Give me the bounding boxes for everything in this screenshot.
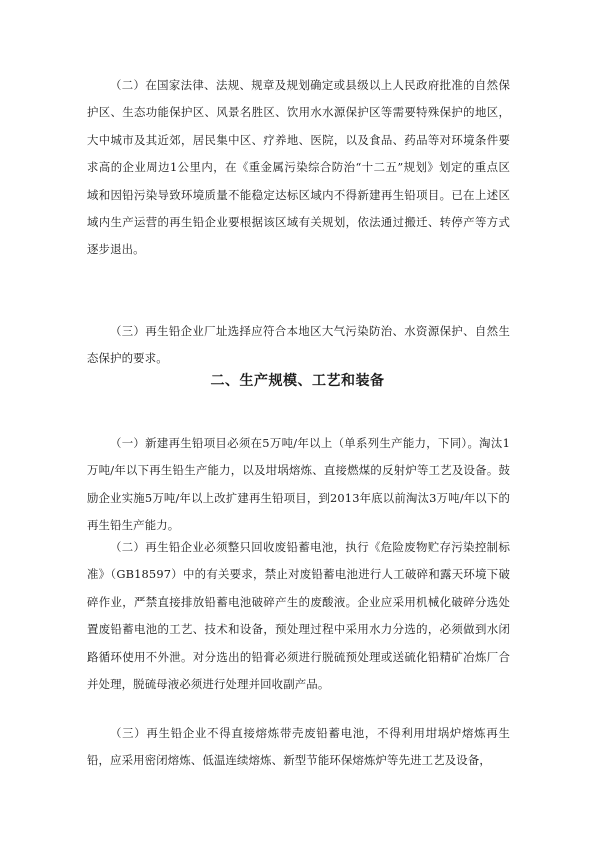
paragraph-battery-recycling: （二）再生铅企业必须整只回收废铅蓄电池，执行《危险废物贮存污染控制标准》（GB18597）中的有关要求，禁止对废铅蓄电池进行人工破碎和露天环境下破碎作业，严禁直接排放铅蓄电池破碎产生的废酸液。企业应采用机械化破碎分选处置废铅蓄电池的工艺、技术和设备，预处理过程中采用水力分选的，必须做到水闭路循环使用不外泄。对分选出的铅膏必须进行脱硫预处理或送硫化铅精矿冶炼厂合并处理，脱硫母液必须进行处理并回收副产品。 bbox=[87, 540, 510, 692]
paragraph-site-restrictions: （二）在国家法律、法规、规章及规划确定或县级以上人民政府批准的自然保护区、生态功能保护区、风景名胜区、饮用水水源保护区等需要特殊保护的地区，大中城市及其近郊，居民集中区、疗养地、医院，以及食品、药品等对环境条件要求高的企业周边1公里内，在《重金属污染综合防治“十二五”规划》划定的重点区域和因铅污染导致环境质量不能稳定达标区域内不得新建再生铅项目。已在上述区域内生产运营的再生铅企业要根据该区域有关规划，依法通过搬迁、转停产等方式逐步退出。 bbox=[87, 78, 510, 257]
paragraph-site-selection: （三）再生铅企业厂址选择应符合本地区大气污染防治、水资源保护、自然生态保护的要求。 bbox=[87, 324, 510, 366]
section-heading: 二、生产规模、工艺和装备 bbox=[210, 373, 385, 389]
paragraph-smelting-process: （三）再生铅企业不得直接熔炼带壳废铅蓄电池，不得利用坩埚炉熔炼再生铅，应采用密闭熔炼、低温连续熔炼、新型节能环保熔炼炉等先进工艺及设备， bbox=[87, 726, 510, 768]
paragraph-production-scale: （一）新建再生铅项目必须在5万吨/年以上（单系列生产能力，下同）。淘汰1万吨/年以下再生铅生产能力，以及坩埚熔炼、直接燃煤的反射炉等工艺及设备。鼓励企业实施5万吨/年以上改扩建再生铅项目，到2013年底以前淘汰3万吨/年以下的再生铅生产能力。 bbox=[87, 436, 510, 533]
